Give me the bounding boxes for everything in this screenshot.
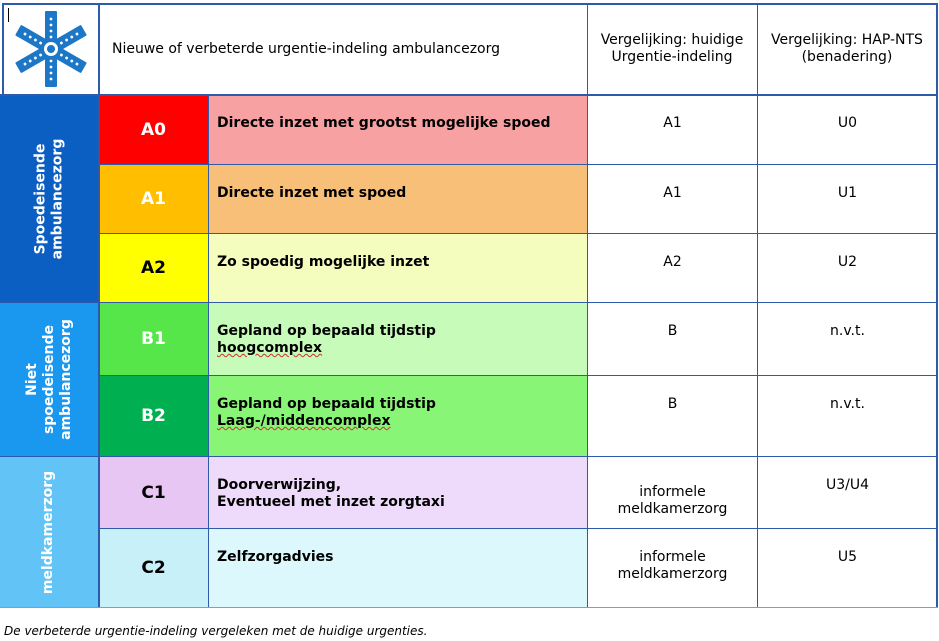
current-urgency: A2 xyxy=(663,254,682,270)
current-urgency: B xyxy=(667,323,678,339)
urgency-code-c2: C2 xyxy=(99,529,208,607)
table-border xyxy=(587,3,588,607)
group-label-line: ambulancezorg xyxy=(57,319,74,440)
header-title xyxy=(99,4,587,94)
urgency-description: Zelfzorgadvies xyxy=(209,529,587,607)
table-border xyxy=(98,233,938,234)
urgency-code-c1: C1 xyxy=(99,457,208,528)
table-border xyxy=(0,302,938,303)
current-urgency: A1 xyxy=(663,115,682,131)
table-caption: De verbeterde urgentie-indeling vergeleken met de huidige urgenties. xyxy=(4,624,428,638)
urgency-description: Gepland op bepaald tijdstip hoogcomplex xyxy=(209,303,587,375)
group-spoedeisend xyxy=(0,95,98,302)
header-compare-hap-line: Vergelijking: HAP-NTS xyxy=(771,32,923,48)
current-urgency: informele meldkamerzorg xyxy=(617,549,728,582)
hap-urgency: U2 xyxy=(837,254,858,270)
hap-urgency: U5 xyxy=(837,549,858,565)
hap-urgency: U0 xyxy=(837,115,858,131)
table-border xyxy=(757,3,758,607)
hap-urgency: n.v.t. xyxy=(830,323,865,339)
table-border xyxy=(98,3,100,607)
table-border xyxy=(2,3,938,5)
urgency-description: Gepland op bepaald tijdstip Laag-/middencomplex xyxy=(209,376,587,456)
header-compare-hap-line: (benadering) xyxy=(801,49,893,65)
current-urgency: informele meldkamerzorg xyxy=(617,484,728,517)
urgency-description: Directe inzet met spoed xyxy=(209,165,587,233)
table-border xyxy=(2,3,4,95)
table-border xyxy=(0,607,938,608)
urgency-code-a1: A1 xyxy=(99,165,208,233)
star-of-life-icon xyxy=(4,4,98,94)
group-label-line: Spoedeisende xyxy=(32,143,49,254)
table-border xyxy=(208,95,209,607)
urgency-code-b2: B2 xyxy=(99,376,208,456)
table-border xyxy=(936,3,938,607)
table-border xyxy=(98,528,938,529)
urgency-description: Doorverwijzing, Eventueel met inzet zorgtaxi xyxy=(209,457,587,528)
urgency-code-a0: A0 xyxy=(99,95,208,164)
table-border xyxy=(98,375,938,376)
urgency-code-a2: A2 xyxy=(99,234,208,302)
header-compare-current-line: Urgentie-indeling xyxy=(611,49,733,65)
header-compare-current xyxy=(587,4,757,94)
group-niet-spoedeisend xyxy=(0,303,98,456)
table-border xyxy=(0,94,938,96)
current-urgency: A1 xyxy=(663,185,682,201)
urgency-description: Directe inzet met grootst mogelijke spoed xyxy=(209,95,587,164)
group-label-line: spoedeisende xyxy=(40,324,57,435)
urgency-description: Zo spoedig mogelijke inzet xyxy=(209,234,587,302)
group-meldkamerzorg xyxy=(0,457,98,607)
current-urgency: B xyxy=(667,396,678,412)
group-label-line: ambulancezorg xyxy=(49,138,66,259)
hap-urgency: n.v.t. xyxy=(830,396,865,412)
table-border xyxy=(0,456,938,457)
hap-urgency: U3/U4 xyxy=(825,477,870,493)
group-label-line: meldkamerzorg xyxy=(40,470,57,594)
hap-urgency: U1 xyxy=(837,185,858,201)
table-border xyxy=(98,164,938,165)
group-label-line: Niet xyxy=(23,363,40,396)
header-compare-hap xyxy=(757,4,937,94)
header-title-text: Nieuwe of verbeterde urgentie-indeling ambulancezorg xyxy=(112,40,501,57)
header-compare-current-line: Vergelijking: huidige xyxy=(600,32,744,48)
logo xyxy=(4,4,98,94)
urgency-code-b1: B1 xyxy=(99,303,208,375)
